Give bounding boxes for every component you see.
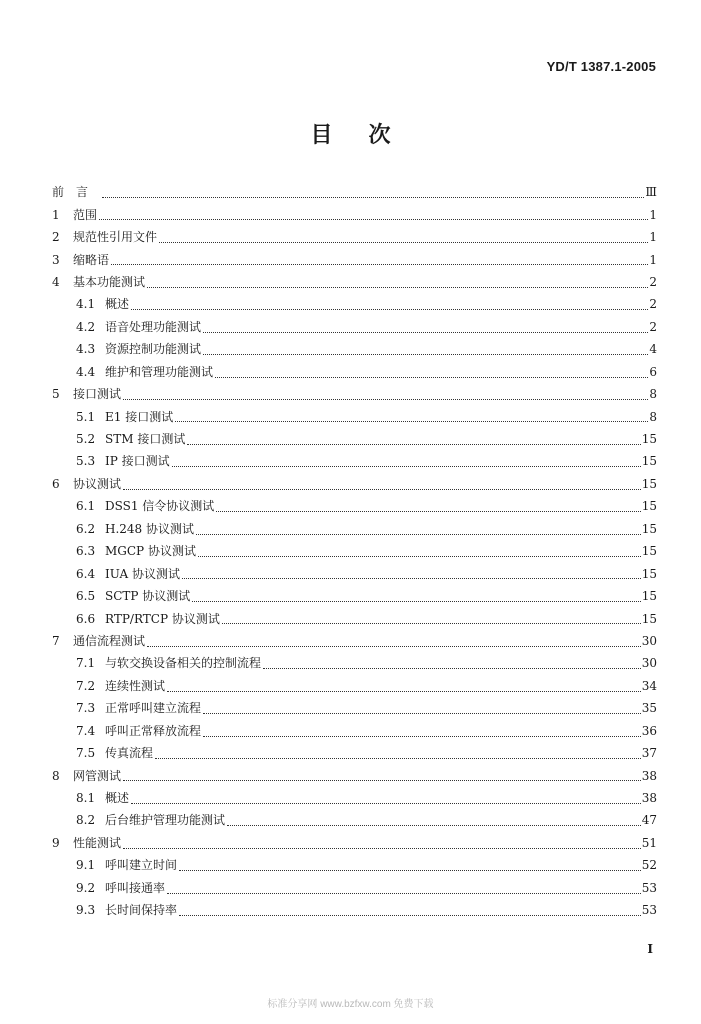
toc-entry-label: 前言 xyxy=(52,185,101,200)
toc-entry-number: 6.6 xyxy=(76,611,96,626)
toc-entry-label: STM 接口测试 xyxy=(105,432,186,447)
toc-entry-number: 7.1 xyxy=(76,656,96,671)
toc-dot-leader xyxy=(179,914,641,916)
toc-entry-page: 15 xyxy=(641,544,657,559)
toc-entry[interactable] xyxy=(0,338,701,360)
toc-entry-page: 37 xyxy=(641,746,657,761)
toc-entry-number: 6.2 xyxy=(76,521,96,536)
page-number: I xyxy=(647,942,653,956)
toc-entry-number: 5.1 xyxy=(76,409,96,424)
toc-title: 目次 xyxy=(310,122,427,148)
toc-entry[interactable] xyxy=(0,361,701,383)
toc-entry[interactable] xyxy=(0,809,701,831)
toc-entry-number: 2 xyxy=(52,230,60,245)
toc-entry[interactable] xyxy=(0,854,701,876)
toc-entry[interactable] xyxy=(0,316,701,338)
toc-dot-leader xyxy=(147,645,641,647)
toc-entry[interactable] xyxy=(0,428,701,450)
toc-entry-number: 5.3 xyxy=(76,454,96,469)
toc-entry-number: 5.2 xyxy=(76,432,96,447)
toc-entry-page: 2 xyxy=(649,319,657,334)
toc-entry-label: 概述 xyxy=(105,297,130,312)
toc-entry[interactable] xyxy=(0,495,701,517)
toc-entry-page: 15 xyxy=(641,476,657,491)
toc-entry-number: 6 xyxy=(52,476,60,491)
toc-entry-label: 长时间保持率 xyxy=(105,903,178,918)
toc-entry-page: 2 xyxy=(649,274,657,289)
toc-entry-number: 7.3 xyxy=(76,701,96,716)
toc-entry-label: 网管测试 xyxy=(73,768,122,783)
toc-entry-label: 连续性测试 xyxy=(105,678,166,693)
toc-entry[interactable] xyxy=(0,203,701,225)
toc-entry-label: 语音处理功能测试 xyxy=(105,319,202,334)
toc-dot-leader xyxy=(123,779,641,781)
toc-dot-leader xyxy=(203,353,648,355)
toc-entry-page: 1 xyxy=(649,207,657,222)
toc-dot-leader xyxy=(111,263,648,265)
toc-entry-page: 35 xyxy=(641,701,657,716)
toc-dot-leader xyxy=(263,667,641,669)
toc-entry-number: 4.3 xyxy=(76,342,96,357)
toc-entry-page: 1 xyxy=(649,230,657,245)
toc-dot-leader xyxy=(187,443,640,445)
toc-entry-number: 7.5 xyxy=(76,746,96,761)
toc-entry-label: 呼叫接通率 xyxy=(105,880,166,895)
toc-dot-leader xyxy=(155,757,641,759)
toc-entry[interactable] xyxy=(0,473,701,495)
toc-entry-number: 4.4 xyxy=(76,364,96,379)
toc-entry-label: 与软交换设备相关的控制流程 xyxy=(105,656,262,671)
toc-entry[interactable] xyxy=(0,675,701,697)
toc-entry[interactable] xyxy=(0,607,701,629)
toc-dot-leader xyxy=(131,308,648,310)
toc-entry-number: 5 xyxy=(52,387,60,402)
toc-entry-label: 传真流程 xyxy=(105,746,154,761)
toc-dot-leader xyxy=(102,196,644,198)
toc-entry-label: 呼叫正常释放流程 xyxy=(105,723,202,738)
toc-entry-page: 34 xyxy=(641,678,657,693)
toc-entry-label: 正常呼叫建立流程 xyxy=(105,701,202,716)
toc-entry-page: 15 xyxy=(641,521,657,536)
toc-entry-label: 缩略语 xyxy=(73,252,110,267)
toc-entry[interactable] xyxy=(0,899,701,921)
toc-entry[interactable] xyxy=(0,787,701,809)
toc-entry-number: 9.2 xyxy=(76,880,96,895)
toc-entry-label: RTP/RTCP 协议测试 xyxy=(105,611,220,626)
toc-entry-page: 2 xyxy=(649,297,657,312)
toc-entry-page: 4 xyxy=(649,342,657,357)
toc-entry-number: 6.5 xyxy=(76,589,96,604)
toc-entry-label: 通信流程测试 xyxy=(73,633,146,648)
toc-entry-label: IP 接口测试 xyxy=(105,454,170,469)
toc-entry-page: 15 xyxy=(641,432,657,447)
toc-dot-leader xyxy=(216,510,640,512)
toc-entry[interactable] xyxy=(0,383,701,405)
toc-entry-number: 6.1 xyxy=(76,499,96,514)
toc-entry-page: 6 xyxy=(649,364,657,379)
toc-entry-page: 38 xyxy=(641,791,657,806)
toc-entry-number: 4.2 xyxy=(76,319,96,334)
toc-entry-page: 8 xyxy=(649,409,657,424)
toc-entry-label: 规范性引用文件 xyxy=(73,230,158,245)
toc-dot-leader xyxy=(198,555,641,557)
toc-entry-page: 47 xyxy=(641,813,657,828)
toc-dot-leader xyxy=(172,465,641,467)
toc-dot-leader xyxy=(167,892,641,894)
toc-dot-leader xyxy=(175,420,648,422)
toc-entry-number: 4.1 xyxy=(76,297,96,312)
toc-entry[interactable] xyxy=(0,540,701,562)
toc-entry-number: 1 xyxy=(52,207,60,222)
toc-dot-leader xyxy=(167,690,641,692)
toc-entry-label: H.248 协议测试 xyxy=(105,521,194,536)
toc-dot-leader xyxy=(203,735,641,737)
toc-entry-label: 性能测试 xyxy=(73,835,122,850)
toc-dot-leader xyxy=(196,533,641,535)
toc-entry[interactable] xyxy=(0,877,701,899)
toc-dot-leader xyxy=(159,241,648,243)
toc-dot-leader xyxy=(123,398,648,400)
toc-entry-page: 38 xyxy=(641,768,657,783)
toc-entry[interactable] xyxy=(0,562,701,584)
toc-entry-label: 基本功能测试 xyxy=(73,274,146,289)
toc-entry-label: 概述 xyxy=(105,791,130,806)
toc-dot-leader xyxy=(179,869,641,871)
watermark: 标准分享网 www.bzfxw.com 免费下载 xyxy=(267,999,434,1010)
toc-entry-label: 维护和管理功能测试 xyxy=(105,364,214,379)
toc-entry[interactable] xyxy=(0,181,701,203)
toc-entry-label: 接口测试 xyxy=(73,387,122,402)
toc-entry-number: 9.3 xyxy=(76,903,96,918)
toc-entry-label: 协议测试 xyxy=(73,476,122,491)
toc-dot-leader xyxy=(203,712,641,714)
toc-entry-page: 15 xyxy=(641,499,657,514)
toc-entry-label: 后台维护管理功能测试 xyxy=(105,813,226,828)
toc-dot-leader xyxy=(123,847,641,849)
toc-entry-number: 8.2 xyxy=(76,813,96,828)
toc-entry-label: 呼叫建立时间 xyxy=(105,858,178,873)
toc-entry[interactable] xyxy=(0,248,701,270)
toc-entry-number: 9 xyxy=(52,835,60,850)
toc-entry[interactable] xyxy=(0,585,701,607)
toc-entry-page: 53 xyxy=(641,903,657,918)
toc-entry[interactable] xyxy=(0,293,701,315)
toc-entry[interactable] xyxy=(0,742,701,764)
toc-entry-page: 30 xyxy=(641,656,657,671)
toc-entry-label: E1 接口测试 xyxy=(105,409,174,424)
toc-dot-leader xyxy=(182,577,641,579)
toc-entry-page: 30 xyxy=(641,633,657,648)
toc-entry[interactable] xyxy=(0,450,701,472)
toc-entry-page: 1 xyxy=(649,252,657,267)
toc-entry[interactable] xyxy=(0,271,701,293)
toc-dot-leader xyxy=(227,824,641,826)
toc-dot-leader xyxy=(99,218,648,220)
toc-entry-number: 8.1 xyxy=(76,791,96,806)
toc-entry-page: 15 xyxy=(641,566,657,581)
toc-entry-page: Ⅲ xyxy=(645,185,657,200)
toc-dot-leader xyxy=(203,331,648,333)
toc-entry-page: 53 xyxy=(641,880,657,895)
toc-entry-label: 资源控制功能测试 xyxy=(105,342,202,357)
toc-entry-page: 15 xyxy=(641,454,657,469)
toc-dot-leader xyxy=(123,488,641,490)
toc-entry-page: 36 xyxy=(641,723,657,738)
toc-entry-number: 7 xyxy=(52,633,60,648)
toc-dot-leader xyxy=(192,600,640,602)
toc-entry[interactable] xyxy=(0,405,701,427)
toc-entry[interactable] xyxy=(0,226,701,248)
toc-entry[interactable] xyxy=(0,652,701,674)
toc-entry[interactable] xyxy=(0,697,701,719)
toc-entry[interactable] xyxy=(0,518,701,540)
toc-entry-page: 8 xyxy=(649,387,657,402)
toc-entry-label: SCTP 协议测试 xyxy=(105,589,191,604)
toc-entry-page: 52 xyxy=(641,858,657,873)
document-code: YD/T 1387.1-2005 xyxy=(546,59,656,74)
toc-entry-label: IUA 协议测试 xyxy=(105,566,180,581)
toc-entry-number: 7.2 xyxy=(76,678,96,693)
toc-entry-number: 6.3 xyxy=(76,544,96,559)
toc-entry-number: 6.4 xyxy=(76,566,96,581)
toc-entry[interactable] xyxy=(0,764,701,786)
toc-entry-number: 9.1 xyxy=(76,858,96,873)
toc-entry-label: 范围 xyxy=(73,207,98,222)
toc-entry[interactable] xyxy=(0,630,701,652)
toc-entry[interactable] xyxy=(0,832,701,854)
toc-dot-leader xyxy=(215,376,648,378)
toc-dot-leader xyxy=(131,802,641,804)
table-of-contents xyxy=(0,181,701,921)
toc-entry-number: 3 xyxy=(52,252,60,267)
toc-entry-page: 51 xyxy=(641,835,657,850)
toc-entry-page: 15 xyxy=(641,611,657,626)
toc-entry-number: 4 xyxy=(52,274,60,289)
toc-entry-label: MGCP 协议测试 xyxy=(105,544,196,559)
toc-entry-number: 8 xyxy=(52,768,60,783)
toc-dot-leader xyxy=(222,622,641,624)
toc-entry-page: 15 xyxy=(641,589,657,604)
toc-entry[interactable] xyxy=(0,720,701,742)
toc-entry-number: 7.4 xyxy=(76,723,96,738)
toc-dot-leader xyxy=(147,286,648,288)
toc-entry-label: DSS1 信令协议测试 xyxy=(105,499,215,514)
